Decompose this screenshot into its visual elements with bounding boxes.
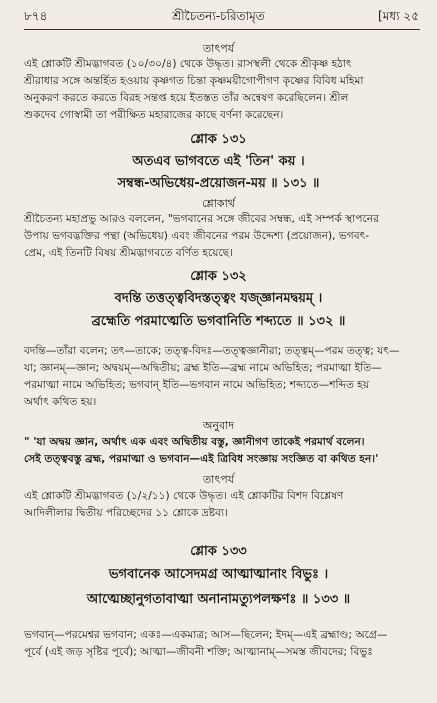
- synonyms-line: পরমাত্মা নামে অভিহিত; ভগবান্ ইতি—ভগবান নামে অভিহিত; শব্দ্যতে—শব্দিত হয়: [24, 379, 370, 391]
- translation-paragraph: [24, 211, 420, 262]
- translation-heading: শ্লোকার্থ: [202, 197, 235, 210]
- purport-line: এই শ্লোকটি শ্রীমদ্ভাগবত (১০/৩০/৪) থেকে উদ্ধৃত। রাসস্থলী থেকে শ্রীকৃষ্ণ হঠাৎ: [24, 58, 352, 70]
- anubad-line: সেই তত্ত্ববস্তু ব্রহ্ম, পরমাত্মা ও ভগবান—এই ত্রিবিধ সংজ্ঞায় সংজ্ঞিত বা কথিত হন।': [24, 453, 379, 465]
- verse-text-line: বদন্তি তত্তত্ত্ববিদস্তত্ত্বং যজ্জ্ঞানমদ্বয়ম্ ।: [114, 291, 323, 306]
- verse-number: শ্লোক ১৩১: [190, 132, 247, 147]
- purport-line: শ্রীরাধার সঙ্গে অন্তর্হিত হওয়ায় কৃষ্ণগত চিন্তা কৃষ্ণময়ীগোপীগণ কৃষ্ণের বিবিধ মহিমা: [24, 75, 364, 87]
- purport-heading: তাৎপর্য: [202, 42, 235, 55]
- purport-line: অনুকরণ করতে করতে বিরহ সন্তপ্ত হয়ে ইতস্তত তাঁর অন্বেষণ করেছিলেন। শ্রীল: [24, 92, 349, 104]
- verse-text-line: আত্মেচ্ছানুগতাবাত্মা অনানামত্যুপলক্ষণঃ ॥ ১৩৩ ॥: [86, 592, 351, 607]
- verse-number: শ্লোক ১৩৩: [190, 544, 247, 559]
- purport-line: আদিলীলার দ্বিতীয় পরিচ্ছেদের ১১ শ্লোকে দ্রষ্টব্য।: [24, 507, 228, 519]
- synonyms-paragraph: [24, 627, 420, 661]
- verse-text-line: অতএব ভাগবতে এই 'তিন' কয় ।: [132, 154, 305, 169]
- verse-text-line: সম্বন্ধ-অভিধেয়-প্রয়োজন-ময় ॥ ১৩১ ॥: [117, 176, 320, 191]
- purport-line: শুকদেব গোস্বামী তা পরীক্ষিত মহারাজের কাছে বর্ণনা করেছেন।: [24, 109, 284, 121]
- purport-paragraph: [24, 488, 420, 522]
- verse-number: শ্লোক ১৩২: [190, 269, 247, 284]
- purport-paragraph: [24, 56, 420, 124]
- purport-line: এই শ্লোকটি শ্রীমদ্ভাগবত (১/২/১১) থেকে উদ্ধৃত। এই শ্লোকটির বিশদ বিশ্লেষণ: [24, 490, 344, 502]
- verse-text-line: ব্রহ্মেতি পরমাত্মেতি ভগবানিতি শব্দ্যতে ॥ ১৩২ ॥: [91, 314, 346, 329]
- header-rule: [24, 29, 420, 30]
- synonyms-line: ভগবান্—পরমেশ্বর ভগবান; একঃ—একমাত্র; আস—ছিলেন; ইদম্—এই ব্রহ্মাণ্ড; অগ্রে—: [24, 629, 388, 641]
- purport-heading: তাৎপর্য: [202, 473, 235, 486]
- page-number: ৮৭৪: [24, 9, 48, 23]
- running-title: শ্রীচৈতন্য-চরিতামৃত: [172, 9, 265, 23]
- chapter-marker: [মধ্য ২৫: [378, 9, 419, 23]
- translation-line: উপায় ভগবদ্ভক্তির পন্থা (অভিধেয়) এবং জীবনের পরম উদ্দেশ্য (প্রয়োজন), ভগবৎ-: [24, 230, 370, 242]
- synonyms-paragraph: [24, 343, 420, 411]
- verse-text-line: ভগবানেক আসেদমগ্র আত্মাত্মানাং বিভুঃ ।: [108, 567, 329, 582]
- synonyms-line: যা; জ্ঞানম্—জ্ঞান; অদ্বয়ম্—অদ্বিতীয়; ব্রহ্ম ইতি—ব্রহ্ম নামে অভিহিত; পরমাত্মা ইতি—: [24, 362, 382, 374]
- translation-line: শ্রীচৈতন্য মহাপ্রভু আরও বললেন, "ভগবানের সঙ্গে জীবের সম্বন্ধ, এই সম্পর্ক স্থাপনের: [24, 213, 379, 225]
- synonyms-line: বদন্তি—তাঁরা বলেন; তৎ—তাকে; তত্ত্ব-বিদঃ—তত্ত্বজ্ঞানীরা; তত্ত্বম্—পরম তত্ত্ব; যৎ—: [24, 345, 400, 357]
- synonyms-line: অর্থাৎ কথিত হয়।: [24, 396, 97, 408]
- anubad-paragraph: [24, 434, 420, 468]
- anubad-heading: অনুবাদ: [202, 419, 235, 432]
- synonyms-line: পূর্বে (এই জড় সৃষ্টির পূর্বে); আত্মা—জীবনী শক্তি; আত্মানাম্—সমস্ত জীবদের; বিভুঃ: [24, 646, 373, 658]
- translation-line: প্রেম, এই তিনটি বিষয় শ্রীমদ্ভাগবতে বর্ণিত হয়েছে।: [24, 247, 233, 259]
- anubad-line: " 'যা অদ্বয় জ্ঞান, অর্থাৎ এক এবং অদ্বিতীয় বস্তু, জ্ঞানীগণ তাকেই পরমার্থ বলেন।: [24, 436, 365, 448]
